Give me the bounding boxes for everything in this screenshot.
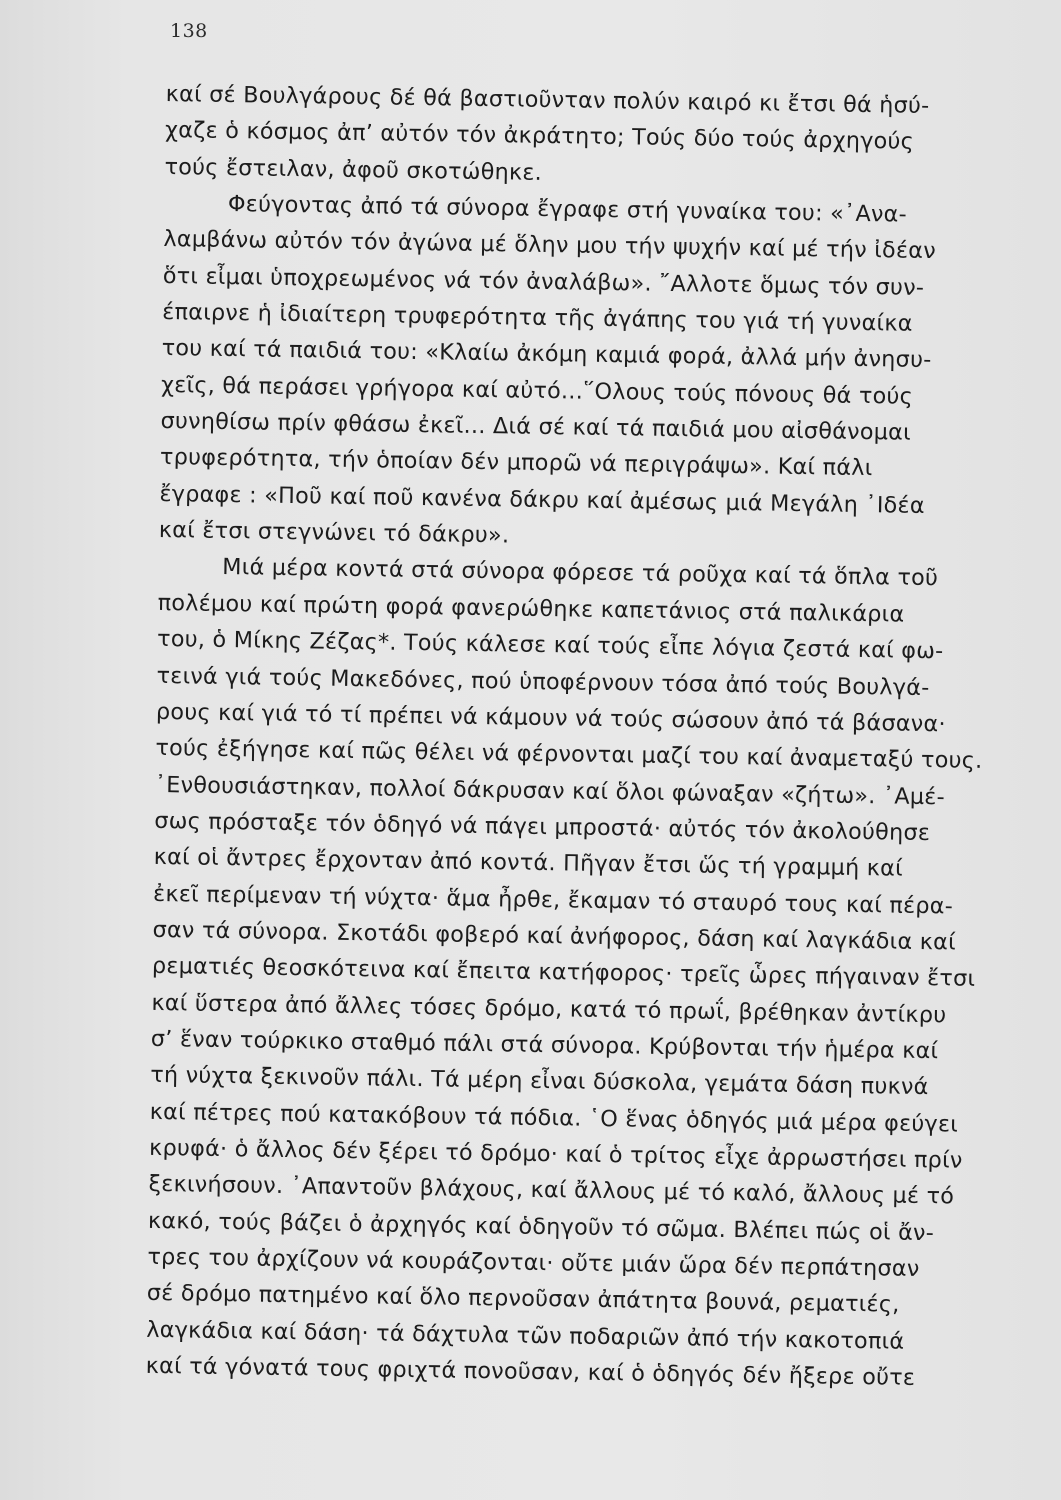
text-line: λαγκάδια καί δάση· τά δάχτυλα τῶν ποδαριῶν ἀπό τήν κακοτοπιά xyxy=(146,1316,905,1355)
text-line: κακό, τούς βάζει ὁ ἀρχηγός καί ὁδηγοῦν τό σῶμα. Βλέπει πώς οἱ ἄν- xyxy=(147,1207,935,1246)
text-line: χεῖς, θά περάσει γρήγορα καί αὐτό...῞Ολους τούς πόνους θά τούς xyxy=(160,371,914,410)
text-line: τούς ἔστειλαν, ἀφοῦ σκοτώθηκε. xyxy=(164,153,543,186)
text-line: τεινά γιά τούς Μακεδόνες, πού ὑποφέρνουν τόσα ἀπό τούς Βουλγά- xyxy=(156,662,930,701)
text-line: ξεκινήσουν. ᾿Απαντοῦν βλάχους, καί ἄλλους μέ τό καλό, ἄλλους μέ τό xyxy=(148,1171,955,1210)
text-line: κρυφά· ὁ ἄλλος δέν ξέρει τό δρόμο· καί ὁ τρίτος εἶχε ἀρρωστήσει πρίν xyxy=(148,1134,963,1174)
text-line: ὅτι εἶμαι ὑποχρεωμένος νά τόν ἀναλάβω». ῎Αλλοτε ὅμως τόν συν- xyxy=(162,262,925,301)
text-line: ρους καί γιά τό τί πρέπει νά κάμουν νά τούς σώσουν ἀπό τά βάσανα· xyxy=(155,698,946,738)
text-line: καί οἱ ἄντρες ἔρχονταν ἀπό κοντά. Πῆγαν ἔτσι ὥς τή γραμμή καί xyxy=(153,844,904,882)
text-line: του καί τά παιδιά του: «Κλαίω ἀκόμη καμιά φορά, ἀλλά μήν ἀνησυ- xyxy=(161,335,932,374)
text-line: σαν τά σύνορα. Σκοτάδι φοβερό καί ἀνήφορος, δάση καί λαγκάδια καί xyxy=(152,916,957,956)
text-line: τή νύχτα ξεκινοῦν πάλι. Τά μέρη εἶναι δύσκολα, γεμάτα δάση πυκνά xyxy=(150,1062,929,1101)
text-line: καί ὕστερα ἀπό ἄλλες τόσες δρόμο, κατά τό πρωΐ, βρέθηκαν ἀντίκρυ xyxy=(151,989,947,1028)
text-line: πολέμου καί πρώτη φορά φανερώθηκε καπετάνιος στά παλικάρια xyxy=(157,589,905,628)
text-line: λαμβάνω αὐτόν τόν ἀγώνα μέ ὅλην μου τήν ψυχήν καί μέ τήν ἰδέαν xyxy=(163,226,937,265)
page-number: 138 xyxy=(170,20,208,42)
text-line: έπαιρνε ἡ ἰδιαίτερη τρυφερότητα τῆς ἀγάπης του γιά τή γυναίκα xyxy=(162,299,913,337)
paragraph-first-line: Φεύγοντας ἀπό τά σύνορα ἔγραφε στή γυναίκα του: «᾿Ανα- xyxy=(227,191,908,228)
body-text xyxy=(145,76,995,1397)
text-line: σ’ ἕναν τούρκικο σταθμό πάλι στά σύνορα. Κρύβονται τήν ἡμέρα καί xyxy=(150,1025,939,1065)
text-line: του, ὁ Μίκης Ζέζας*. Τούς κάλεσε καί τούς εἶπε λόγια ζεστά καί φω- xyxy=(156,626,944,665)
text-line: ᾿Ενθουσιάστηκαν, πολλοί δάκρυσαν καί ὅλοι φώναξαν «ζήτω». ᾿Αμέ- xyxy=(154,771,946,810)
text-line: καί ἔτσι στεγνώνει τό δάκρυ». xyxy=(158,517,510,549)
text-line: τρυφερότητα, τήν ὁποίαν δέν μπορῶ νά περιγράψω». Καί πάλι xyxy=(159,444,873,482)
text-line: σέ δρόμο πατημένο καί ὅλο περνοῦσαν ἀπάτητα βουνά, ρεματιές, xyxy=(146,1280,900,1319)
text-line: καί τά γόνατά τους φριχτά πονοῦσαν, καί ὁ ὁδηγός δέν ἤξερε οὔτε xyxy=(145,1352,916,1391)
text-line: σως πρόσταξε τόν ὁδηγό νά πάγει μπροστά· αὐτός τόν ἀκολούθησε xyxy=(154,807,931,846)
text-line: χαζε ὁ κόσμος ἀπ’ αὐτόν τόν ἀκράτητο; Τούς δύο τούς ἀρχηγούς xyxy=(164,117,915,156)
text-line: τρες του ἀρχίζουν νά κουράζονται· οὔτε μιάν ὥρα δέν περπάτησαν xyxy=(147,1243,920,1282)
text-line: ἔγραφε : «Ποῦ καί ποῦ κανένα δάκρυ καί ἀμέσως μιά Μεγάλη ᾿Ιδέα xyxy=(159,480,925,519)
text-line: καί σέ Βουλγάρους δέ θά βαστιοῦνταν πολύν καιρό κι ἔτσι θά ἡσύ- xyxy=(165,80,930,119)
text-line: τούς ἐξήγησε καί πῶς θέλει νά φέρνονται μαζί του καί ἀναμεταξύ τους. xyxy=(155,735,983,775)
text-line: συνηθίσω πρίν φθάσω ἐκεῖ... Διά σέ καί τά παιδιά μου αἰσθάνομαι xyxy=(160,408,912,446)
paragraph-first-line: Μιά μέρα κοντά στά σύνορα φόρεσε τά ροῦχα καί τά ὅπλα τοῦ xyxy=(222,554,939,592)
text-line: ρεματιές θεοσκότεινα καί ἔπειτα κατήφορος· τρεῖς ὧρες πήγαιναν ἔτσι xyxy=(151,953,976,993)
text-line: καί πέτρες πού κατακόβουν τά πόδια. ῾Ο ἕνας ὁδηγός μιά μέρα φεύγει xyxy=(149,1098,959,1138)
text-line: ἐκεῖ περίμεναν τή νύχτα· ἅμα ἦρθε, ἔκαμαν τό σταυρό τους καί πέρα- xyxy=(152,880,954,920)
